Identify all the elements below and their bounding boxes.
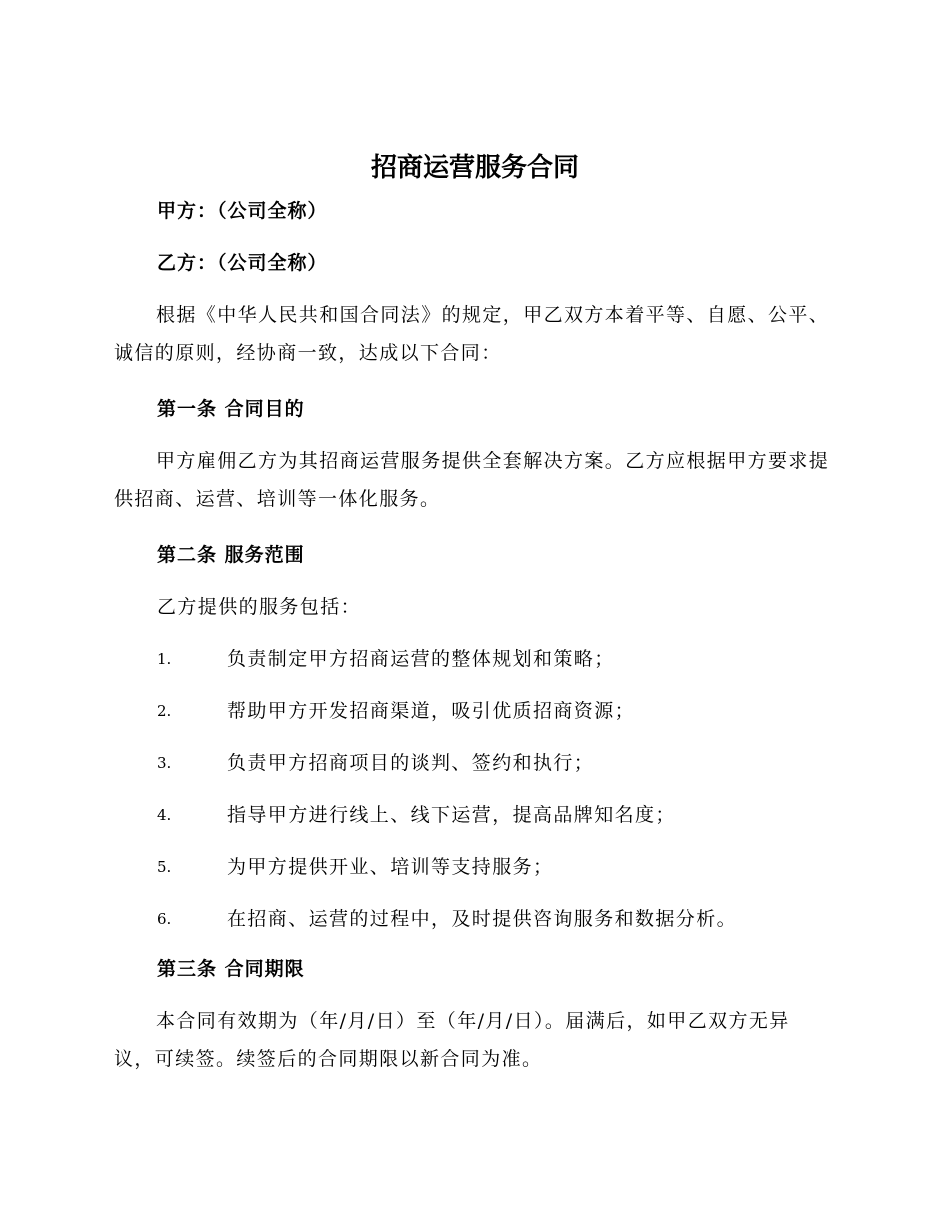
list-item-number: 1.	[157, 650, 172, 668]
list-item-text: 负责制定甲方招商运营的整体规划和策略；	[227, 648, 615, 670]
intro-paragraph: 根据《中华人民共和国合同法》的规定，甲乙双方本着平等、自愿、公平、诚信的原则，经协商一致，达成以下合同：	[114, 304, 830, 364]
article-2-lead	[157, 588, 830, 626]
list-item-number: 2.	[157, 702, 172, 720]
list-item	[157, 900, 830, 938]
list-item	[157, 848, 830, 886]
list-item-text: 为甲方提供开业、培训等支持服务；	[227, 856, 554, 878]
party-a-line: 甲方：（公司全称）	[157, 200, 328, 222]
article-2-heading: 第二条 服务范围	[157, 544, 305, 566]
article-1-body: 甲方雇佣乙方为其招商运营服务提供全套解决方案。乙方应根据甲方要求提供招商、运营、培训等一体化服务。	[114, 450, 830, 510]
list-item-text: 在招商、运营的过程中，及时提供咨询服务和数据分析。	[227, 908, 738, 930]
list-item	[157, 744, 830, 782]
list-item-number: 3.	[157, 754, 172, 772]
list-item-text: 负责甲方招商项目的谈判、签约和执行；	[227, 752, 595, 774]
list-item-number: 5.	[157, 858, 172, 876]
list-item	[157, 692, 830, 730]
article-3-heading: 第三条 合同期限	[157, 958, 305, 980]
party-b-line: 乙方：（公司全称）	[157, 252, 328, 274]
article-1-heading: 第一条 合同目的	[157, 398, 305, 420]
list-item-number: 6.	[157, 910, 172, 928]
article-3-body: 本合同有效期为（年/月/日）至（年/月/日）。届满后，如甲乙双方无异议，可续签。续签后的合同期限以新合同为准。	[114, 1010, 790, 1070]
list-item-text: 帮助甲方开发招商渠道，吸引优质招商资源；	[227, 700, 636, 722]
list-item	[157, 640, 830, 678]
list-item-number: 4.	[157, 806, 172, 824]
list-item-text: 指导甲方进行线上、线下运营，提高品牌知名度；	[227, 804, 676, 826]
list-item	[157, 796, 830, 834]
page-title: 招商运营服务合同	[370, 153, 579, 183]
article-2-lead-text: 乙方提供的服务包括：	[157, 596, 362, 618]
